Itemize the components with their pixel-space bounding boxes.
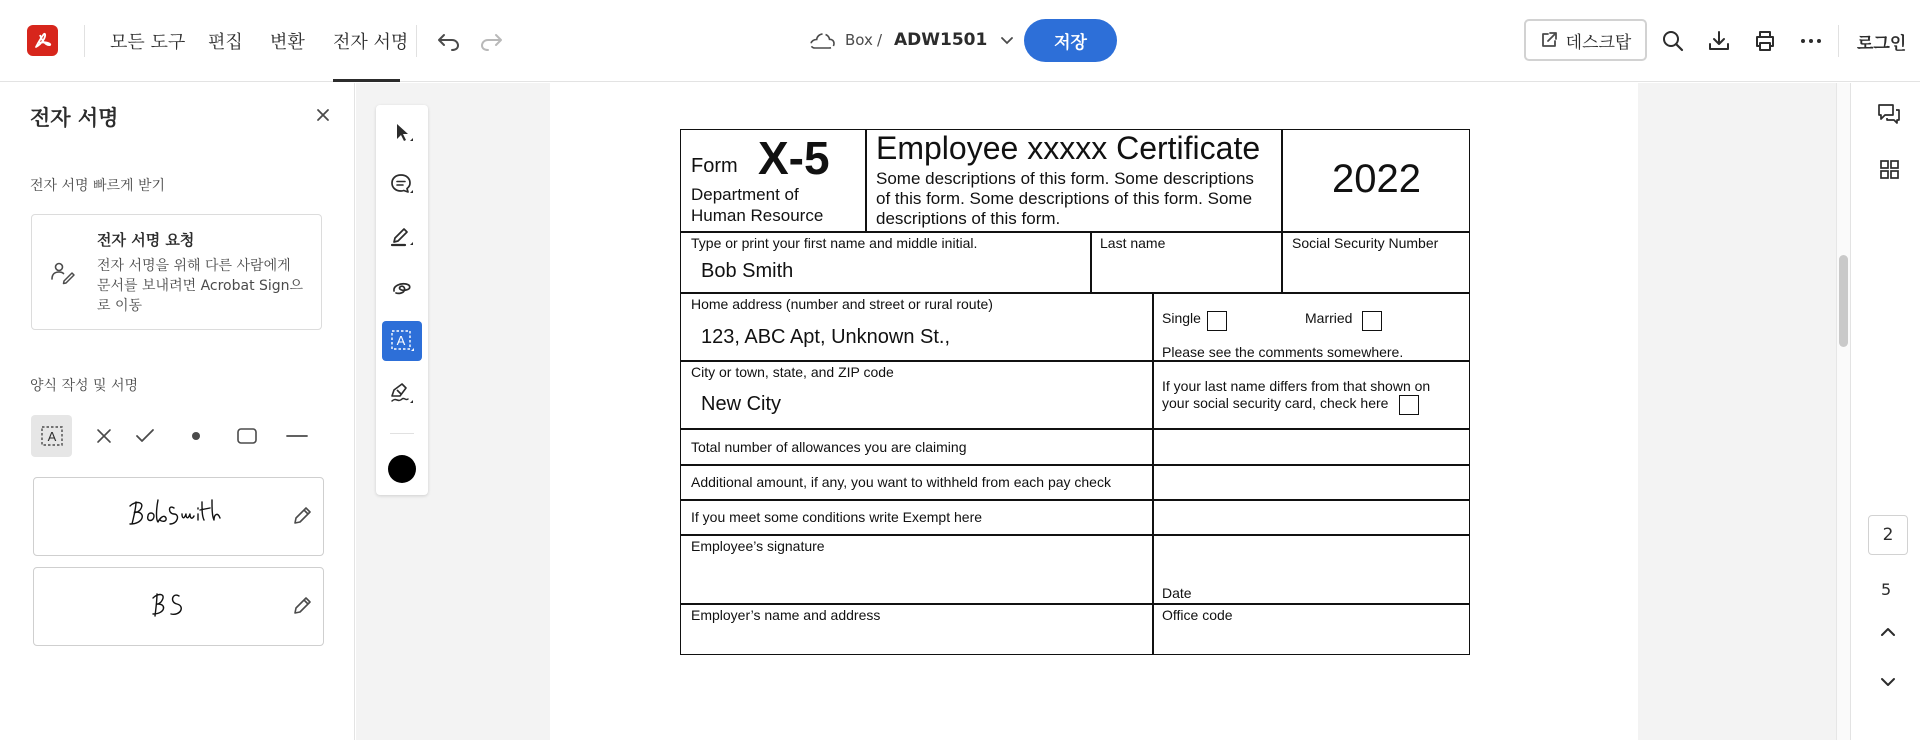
scrollbar-thumb[interactable] — [1839, 255, 1848, 347]
employer-label: Employer’s name and address — [691, 607, 881, 623]
draw-icon[interactable] — [382, 269, 422, 309]
divider — [390, 433, 414, 434]
form-title: Employee xxxxx Certificate — [876, 130, 1261, 166]
nav-e-sign[interactable]: 전자 서명 — [333, 32, 409, 53]
saved-signature-card[interactable] — [33, 477, 324, 556]
allowances-field[interactable] — [1155, 430, 1467, 463]
chevron-up-icon[interactable] — [1875, 619, 1901, 645]
married-label: Married — [1305, 310, 1353, 326]
comments-panel-icon[interactable] — [1875, 101, 1903, 129]
text-box-icon[interactable] — [382, 321, 422, 361]
redo-icon[interactable] — [478, 28, 504, 54]
desktop-label: 데스크탑 — [1565, 32, 1632, 53]
divider — [416, 25, 417, 57]
date-label: Date — [1162, 585, 1192, 601]
initials-image — [149, 590, 189, 620]
top-toolbar — [0, 0, 1920, 82]
undo-icon[interactable] — [436, 28, 462, 54]
form-year: 2022 — [1332, 157, 1421, 201]
e-sign-panel — [0, 83, 355, 740]
chevron-down-icon[interactable] — [998, 32, 1016, 50]
more-icon[interactable] — [1797, 27, 1825, 55]
employee-signature-label: Employee’s signature — [691, 538, 825, 554]
exempt-label: If you meet some conditions write Exempt here — [691, 509, 983, 525]
check-tool[interactable] — [130, 415, 160, 457]
print-icon[interactable] — [1751, 27, 1779, 55]
request-signature-description: 전자 서명을 위해 다른 사람에게 문서를 보내려면 Acrobat Sign으로 이동 — [97, 258, 304, 314]
quick-tools-toolbar — [376, 105, 428, 495]
first-name-field[interactable]: Bob Smith — [701, 260, 794, 282]
save-button[interactable]: 저장 — [1024, 19, 1117, 62]
department-line-2: Human Resource — [691, 206, 824, 225]
ssn-label: Social Security Number — [1292, 235, 1439, 251]
single-label: Single — [1162, 310, 1201, 326]
close-icon[interactable] — [314, 106, 332, 124]
saved-initials-card[interactable] — [33, 567, 324, 646]
line-tool[interactable] — [282, 415, 312, 457]
form-description-1: Some descriptions of this form. Some descriptions — [876, 169, 1254, 188]
pencil-icon[interactable] — [291, 595, 313, 621]
signature-image-full — [124, 494, 224, 538]
login-link[interactable]: 로그인 — [1857, 34, 1907, 54]
panel-title: 전자 서명 — [30, 106, 119, 130]
divider — [84, 25, 85, 57]
request-signature-icon — [50, 261, 76, 289]
form-description-2: of this form. Some descriptions of this form. Some — [876, 189, 1253, 208]
form-word: Form — [691, 155, 738, 177]
current-page-input[interactable]: 2 — [1868, 515, 1908, 555]
total-pages: 5 — [1881, 580, 1892, 599]
nav-edit[interactable]: 편집 — [208, 32, 243, 53]
request-signature-card[interactable] — [31, 214, 322, 330]
breadcrumb-cloud[interactable]: Box — [845, 31, 873, 49]
document-name[interactable]: ADW1501 — [894, 30, 988, 50]
exempt-field[interactable] — [1155, 501, 1467, 533]
last-name-differs-line-1: If your last name differs from that shown on — [1162, 378, 1431, 394]
home-address-label: Home address (number and street or rural route) — [691, 296, 993, 312]
breadcrumb-separator: / — [877, 31, 883, 49]
open-in-desktop-button[interactable] — [1524, 19, 1647, 61]
employee-signature-field[interactable] — [691, 556, 1146, 600]
active-tab-indicator — [333, 79, 400, 82]
highlight-icon[interactable] — [382, 217, 422, 257]
svg-text:A: A — [47, 429, 56, 444]
comments-note: Please see the comments somewhere. — [1162, 344, 1404, 360]
first-name-label: Type or print your first name and middle initial. — [691, 235, 978, 251]
last-name-label: Last name — [1100, 235, 1166, 251]
additional-amount-label: Additional amount, if any, you want to withheld from each pay check — [691, 474, 1111, 490]
allowances-label: Total number of allowances you are claiming — [691, 439, 967, 455]
home-address-field[interactable]: 123, ABC Apt, Unknown St., — [701, 326, 951, 348]
open-external-icon — [1540, 31, 1558, 49]
chevron-down-icon[interactable] — [1875, 669, 1901, 695]
office-code-label: Office code — [1162, 607, 1233, 623]
married-checkbox[interactable] — [1362, 311, 1382, 331]
vertical-scrollbar[interactable] — [1836, 83, 1850, 740]
dot-tool[interactable] — [181, 415, 211, 457]
pencil-icon[interactable] — [291, 505, 313, 531]
sign-icon[interactable] — [382, 373, 422, 413]
section-fill-sign: 양식 작성 및 서명 — [30, 378, 139, 394]
office-code-field[interactable] — [1162, 625, 1462, 651]
city-field[interactable]: New City — [701, 393, 782, 415]
select-arrow-icon[interactable] — [382, 113, 422, 153]
section-quick-sign: 전자 서명 빠르게 받기 — [30, 178, 166, 194]
nav-convert[interactable]: 변환 — [270, 32, 305, 53]
color-picker[interactable] — [388, 455, 416, 483]
acrobat-logo-icon[interactable] — [27, 25, 58, 56]
employee-certificate-form — [680, 129, 1470, 655]
cloud-icon — [808, 30, 836, 52]
city-label: City or town, state, and ZIP code — [691, 364, 894, 380]
divider — [1838, 25, 1839, 57]
search-icon[interactable] — [1659, 27, 1687, 55]
request-signature-title: 전자 서명 요청 — [97, 231, 195, 249]
form-code: X-5 — [758, 132, 830, 184]
last-name-field[interactable] — [1100, 254, 1275, 288]
department-line-1: Department of — [691, 185, 799, 204]
nav-all-tools[interactable]: 모든 도구 — [110, 32, 186, 53]
fill-sign-tools — [31, 415, 331, 457]
last-name-differs-checkbox[interactable] — [1399, 395, 1419, 415]
single-checkbox[interactable] — [1207, 311, 1227, 331]
download-icon[interactable] — [1705, 27, 1733, 55]
additional-amount-field[interactable] — [1155, 466, 1467, 498]
cross-tool[interactable] — [89, 415, 119, 457]
text-field-tool[interactable] — [31, 415, 72, 457]
thumbnails-icon[interactable] — [1875, 155, 1903, 183]
ssn-field[interactable] — [1292, 254, 1464, 288]
rectangle-tool[interactable] — [232, 415, 262, 457]
svg-text:A: A — [396, 333, 406, 348]
last-name-differs-line-2: your social security card, check here — [1162, 395, 1389, 411]
employer-field[interactable] — [691, 625, 1146, 651]
form-description-3: descriptions of this form. — [876, 209, 1061, 228]
comment-icon[interactable] — [382, 165, 422, 205]
